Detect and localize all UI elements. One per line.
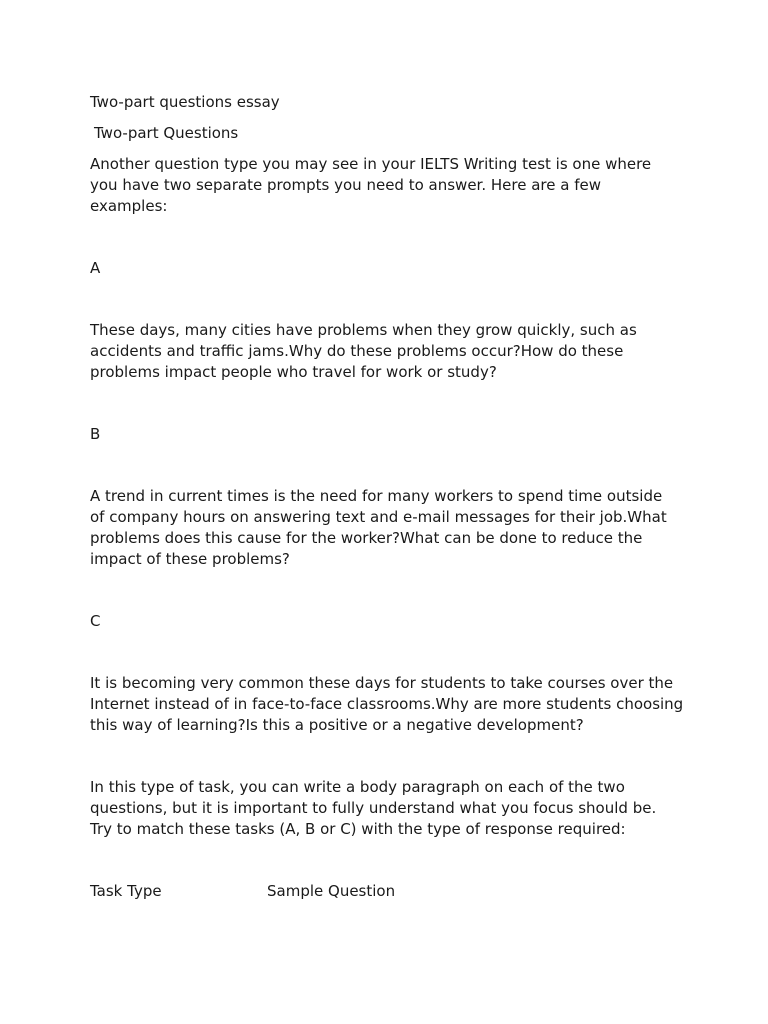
table-header-row [90, 881, 690, 902]
document-title: Two-part questions essay [90, 93, 280, 111]
header-task-type: Task Type [90, 882, 162, 900]
section-heading: Two-part Questions [94, 124, 239, 142]
instruction-paragraph: In this type of task, you can write a body paragraph on each of the two questions, but it is important to fully understand what you focus should be. Try to match these tasks (A, B or C) with the type of response required: [90, 778, 657, 838]
example-text-c: It is becoming very common these days for students to take courses over the Internet instead of in face-to-face classrooms.Why are more students choosing this way of learning?Is this a positive or a negative development? [90, 674, 684, 734]
example-label-c: C [90, 612, 101, 630]
intro-paragraph: Another question type you may see in your IELTS Writing test is one where you have two separate prompts you need to answer. Here are a few examples: [90, 155, 652, 215]
example-text-b: A trend in current times is the need for many workers to spend time outside of company hours on answering text and e-mail messages for their job.What problems does this cause for the worker?What can be done to reduce the impact of these problems? [90, 487, 667, 568]
example-text-a: These days, many cities have problems when they grow quickly, such as accidents and traffic jams.Why do these problems occur?How do these problems impact people who travel for work or study? [90, 321, 637, 381]
header-sample-question: Sample Question [267, 882, 396, 900]
example-label-b: B [90, 425, 101, 443]
example-label-a: A [90, 259, 101, 277]
